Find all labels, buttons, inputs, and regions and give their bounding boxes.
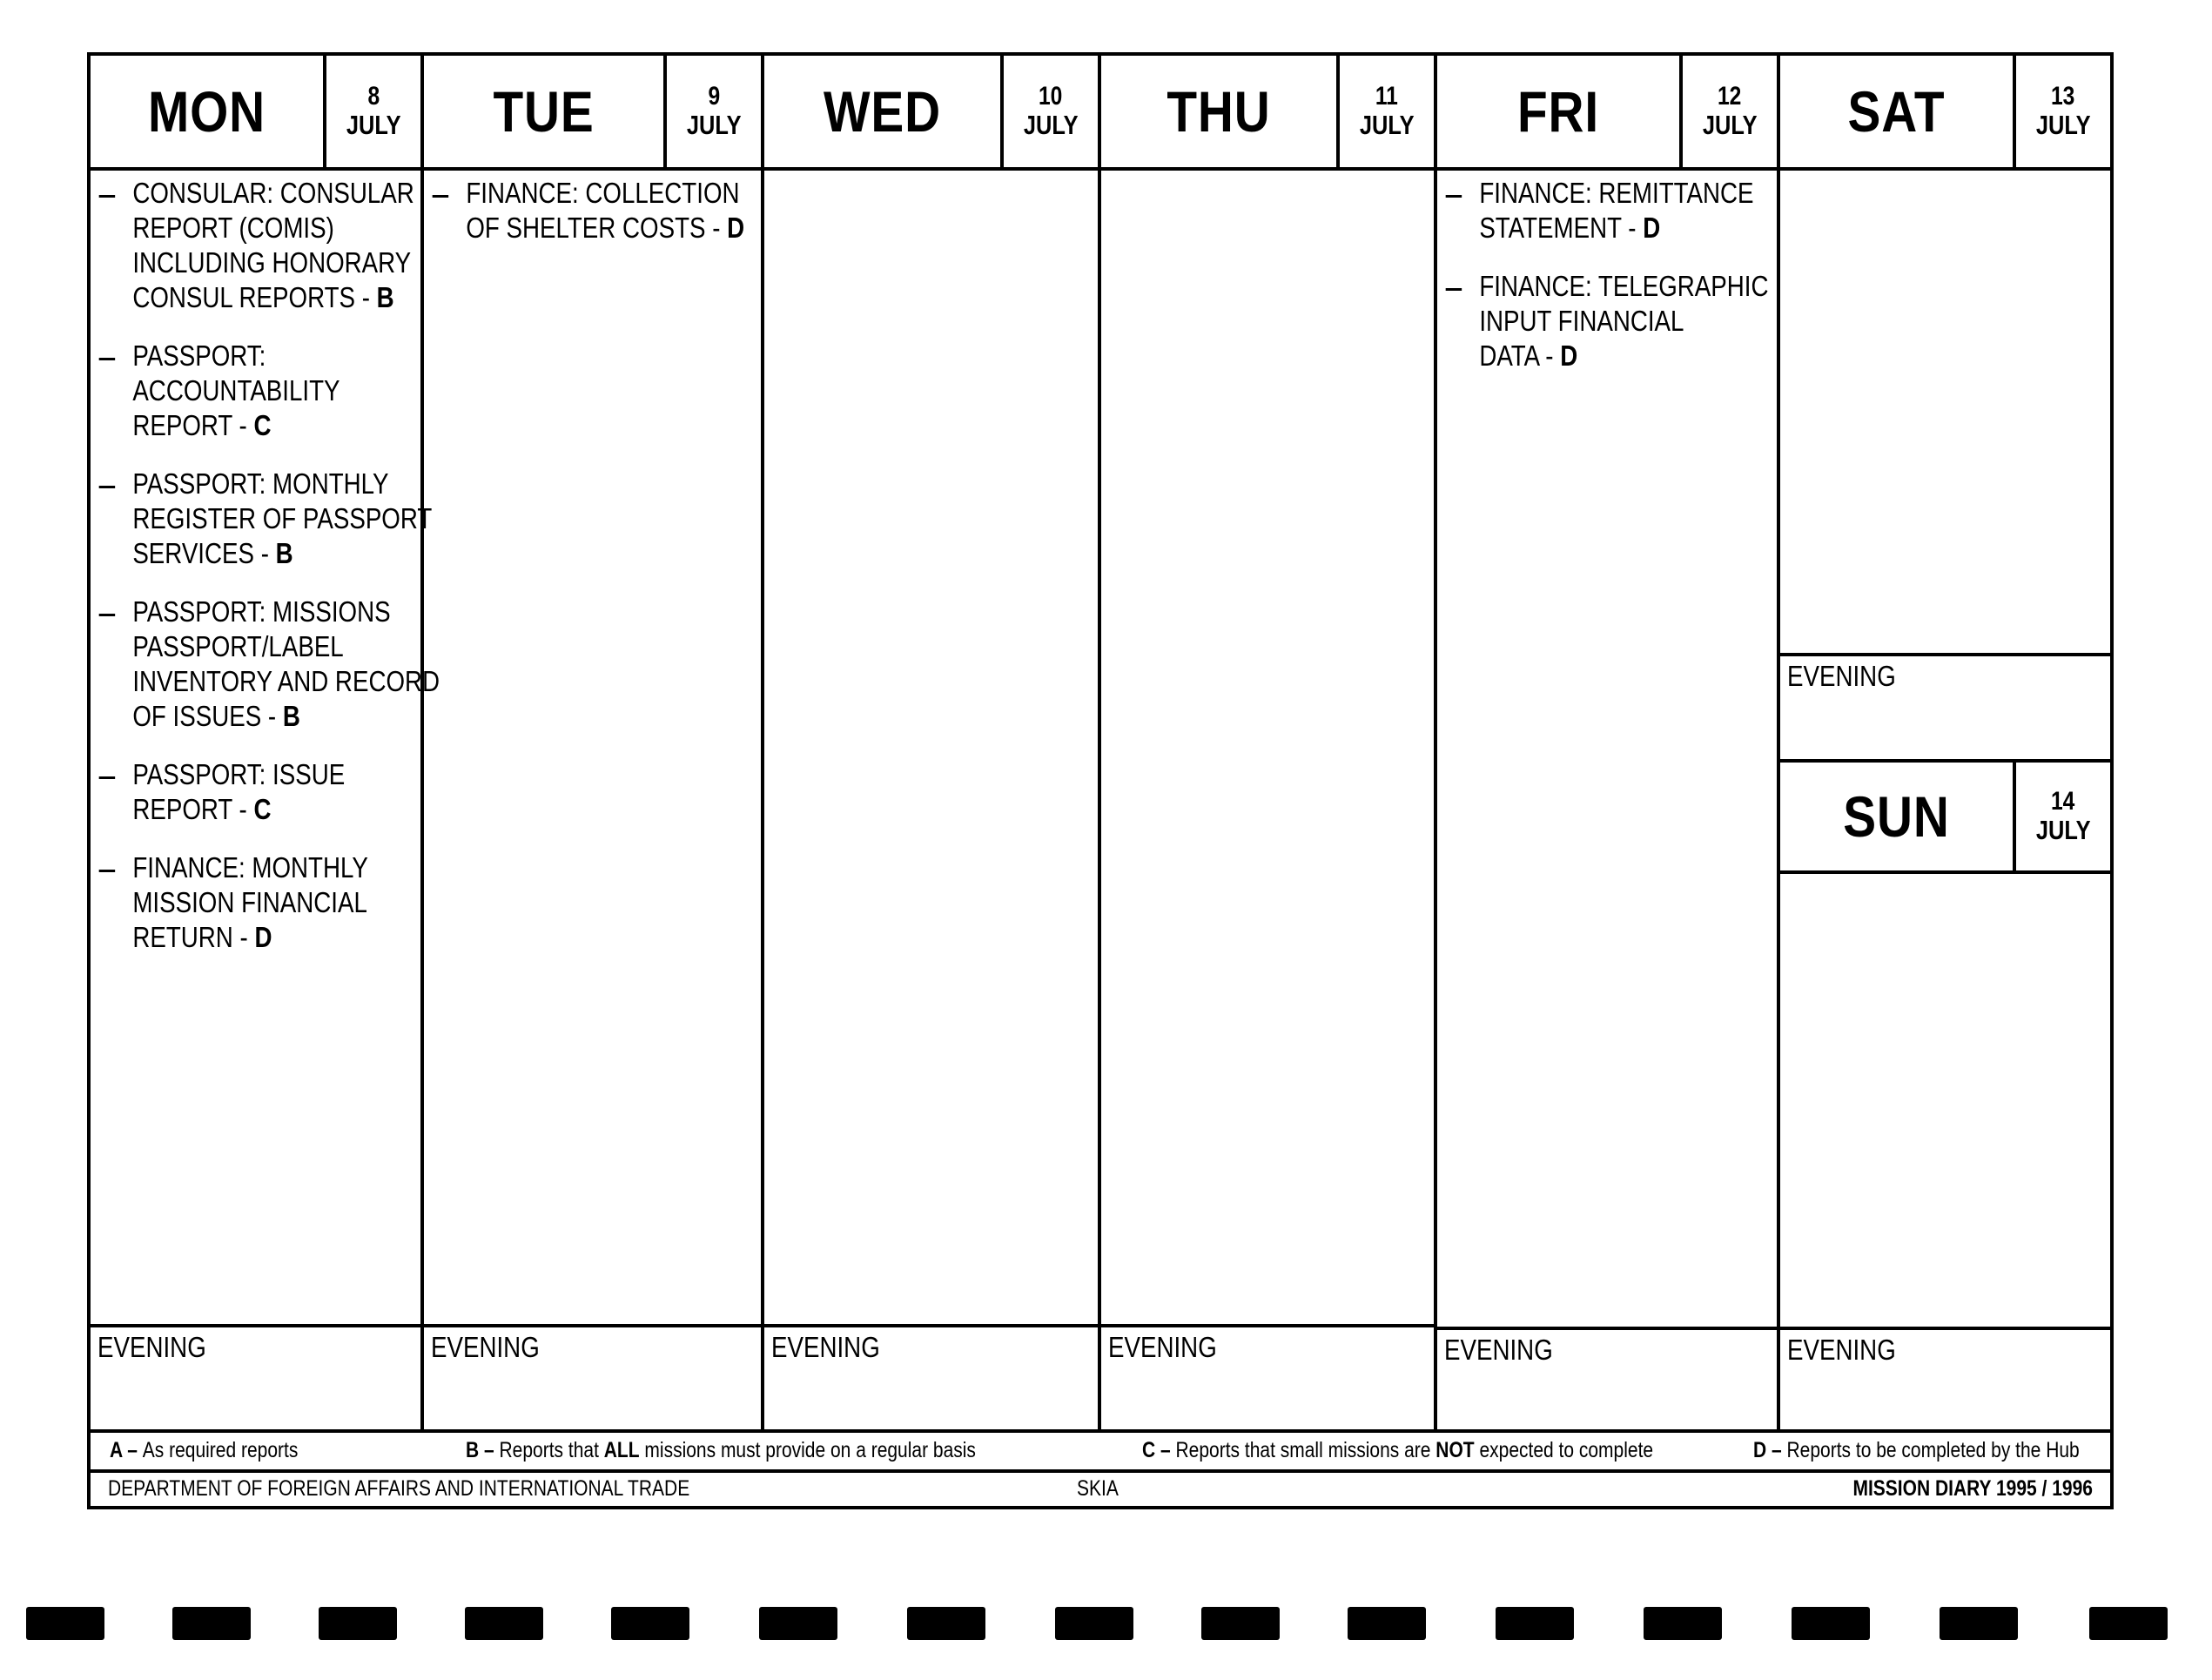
entry-text: SERVICES [132,537,255,569]
entry-text: PASSPORT: MISSIONS [132,595,391,628]
diary-entry: FINANCE: MONTHLY MISSION FINANCIAL RETURN - D [132,851,368,953]
diary-entry: PASSPORT: MONTHLY REGISTER OF PASSPORT SERVICES - B [132,467,433,569]
legend-text: expected to complete [1474,1438,1654,1462]
entry-text: RETURN [132,921,233,953]
report-code: B [376,281,394,313]
entry-text: PASSPORT: ISSUE [132,758,346,790]
report-code: D [1560,339,1578,372]
entry-text: OF SHELTER COSTS [466,212,706,244]
day-column-fri [1437,56,1780,1429]
entry-text: REPORT [132,793,232,825]
date-box [2013,763,2110,870]
perforation-mark [907,1607,985,1640]
diary-title: MISSION DIARY 1995 / 1996 [1852,1476,2093,1501]
day-header [91,56,420,171]
day-column-wed [764,56,1101,1429]
date-box [323,56,420,167]
date-box [1000,56,1098,167]
legend-key: B [466,1438,480,1462]
evening-box [424,1324,761,1429]
perforation-mark [319,1607,397,1640]
date-number: 10 [1039,81,1063,111]
entry-text: CONSUL REPORTS [132,281,356,313]
day-name: FRI [1516,79,1600,144]
report-code: C [253,793,272,825]
day-header [424,56,761,171]
legend-item-a [110,1438,298,1463]
report-code: B [275,537,293,569]
evening-box-sat [1780,653,2110,759]
footer-row [91,1469,2110,1509]
evening-box [1101,1324,1434,1429]
report-code: B [282,700,300,732]
entry-text: PASSPORT: [132,339,266,372]
entry-text: INVENTORY AND RECORD [132,665,440,697]
date-month: JULY [1359,110,1415,141]
date-number: 8 [367,81,380,111]
entry-text: FINANCE: TELEGRAPHIC [1479,270,1769,302]
day-name: TUE [493,79,595,144]
legend-key: C [1142,1438,1156,1462]
date-box [663,56,761,167]
evening-label: EVENING [1787,660,1896,692]
entry-text: FINANCE: MONTHLY [132,851,368,884]
diary-entry: PASSPORT: ACCOUNTABILITY REPORT - C [132,339,340,441]
entry-text: DATA [1479,339,1539,372]
entry-text: PASSPORT: MONTHLY [132,467,389,500]
perforation-mark [26,1607,104,1640]
perforation-mark [1348,1607,1426,1640]
legend-key: D [1753,1438,1767,1462]
day-name: MON [147,79,266,144]
diary-entry: CONSULAR: CONSULAR REPORT (COMIS) INCLUDING HONORARY CONSUL REPORTS - B [132,177,414,313]
day-header-sun [1780,759,2110,874]
report-code: D [254,921,272,953]
legend-item-c [1142,1438,1653,1463]
department-name: DEPARTMENT OF FOREIGN AFFAIRS AND INTERNATIONAL TRADE [108,1476,690,1501]
day-header [764,56,1098,171]
perforation-mark [1644,1607,1722,1640]
entries-list [97,176,440,978]
report-code: D [727,212,745,244]
evening-label: EVENING [1444,1334,1553,1366]
entry-text: MISSION FINANCIAL [132,886,367,918]
perforation-mark [1792,1607,1870,1640]
legend-row [91,1429,2110,1473]
perforation-mark [759,1607,837,1640]
entries-list [431,176,756,269]
day-name: WED [823,79,941,144]
entry-text: PASSPORT/LABEL [132,630,344,662]
legend-text: Reports to be completed by the Hub [1786,1438,2080,1462]
day-header-sat [1780,56,2110,171]
entry-text: INPUT FINANCIAL [1479,305,1684,337]
entry-text: FINANCE: COLLECTION [466,177,740,209]
report-code: D [1643,212,1661,244]
day-name: SAT [1847,79,1946,144]
legend-text: missions must provide on a regular basis [639,1438,976,1462]
entry-text: INCLUDING HONORARY [132,246,412,279]
perforation-mark [1496,1607,1574,1640]
entry-text: CONSULAR: CONSULAR [132,177,414,209]
legend-emphasis: NOT [1435,1438,1475,1462]
day-column-mon [91,56,440,1429]
date-number: 11 [1375,81,1399,111]
evening-box [91,1324,420,1429]
entry-text: REPORT [132,409,232,441]
entry-text: OF ISSUES [132,700,262,732]
diary-entry: FINANCE: COLLECTION OF SHELTER COSTS - D [466,177,745,244]
day-name: THU [1167,79,1271,144]
entry-text: STATEMENT [1479,212,1622,244]
entry-text: FINANCE: REMITTANCE [1479,177,1754,209]
date-box [1679,56,1777,167]
entry-text: ACCOUNTABILITY [132,374,340,407]
legend-item-d [1753,1438,2080,1463]
entries-list [1444,176,1772,397]
evening-label: EVENING [1108,1331,1217,1363]
day-header [1437,56,1777,171]
day-column-thu [1101,56,1437,1429]
day-column-tue [424,56,764,1429]
diary-entry: FINANCE: TELEGRAPHIC INPUT FINANCIAL DATA - D [1479,270,1769,372]
legend-separator: – [479,1438,500,1462]
legend-text: As required reports [142,1438,299,1462]
legend-item-b [466,1438,976,1463]
date-month: JULY [1023,110,1079,141]
entry-text: REPORT (COMIS) [132,212,334,244]
document-code: SKIA [1077,1476,1119,1501]
legend-key: A [110,1438,123,1462]
day-name: SUN [1843,784,1950,849]
day-column-weekend [1780,56,2110,1429]
perforation-mark [2089,1607,2168,1640]
evening-box-sun [1780,1327,2110,1429]
perforation-mark [172,1607,251,1640]
date-number: 9 [708,81,720,111]
day-header [1101,56,1434,171]
perforation-mark [1055,1607,1133,1640]
evening-label: EVENING [431,1331,540,1363]
legend-separator: – [1155,1438,1176,1462]
perforation-mark [1201,1607,1280,1640]
date-month: JULY [1702,110,1758,141]
date-number: 12 [1718,81,1742,111]
date-month: JULY [346,110,401,141]
date-month: JULY [2035,815,2091,846]
evening-box [1437,1327,1777,1429]
legend-text: Reports that small missions are [1175,1438,1436,1462]
date-month: JULY [2035,110,2091,141]
diary-week-frame [87,52,2114,1509]
legend-separator: – [122,1438,143,1462]
date-number: 13 [2051,81,2075,111]
diary-entry: PASSPORT: MISSIONS PASSPORT/LABEL INVENTORY AND RECORD OF ISSUES - B [132,595,440,732]
perforation-mark [1940,1607,2018,1640]
diary-entry: PASSPORT: ISSUE REPORT - C [132,758,346,825]
evening-box [764,1324,1098,1429]
legend-separator: – [1766,1438,1787,1462]
diary-entry: FINANCE: REMITTANCE STATEMENT - D [1479,177,1754,244]
date-box [2013,56,2110,167]
legend-emphasis: ALL [603,1438,640,1462]
entry-text: REGISTER OF PASSPORT [132,502,433,534]
evening-label: EVENING [771,1331,880,1363]
perforation-mark [611,1607,689,1640]
evening-label: EVENING [1787,1334,1896,1366]
perforation-mark [465,1607,543,1640]
date-month: JULY [686,110,742,141]
evening-label: EVENING [97,1331,206,1363]
report-code: C [253,409,272,441]
legend-text: Reports that [499,1438,604,1462]
date-box [1336,56,1434,167]
date-number: 14 [2051,786,2075,816]
